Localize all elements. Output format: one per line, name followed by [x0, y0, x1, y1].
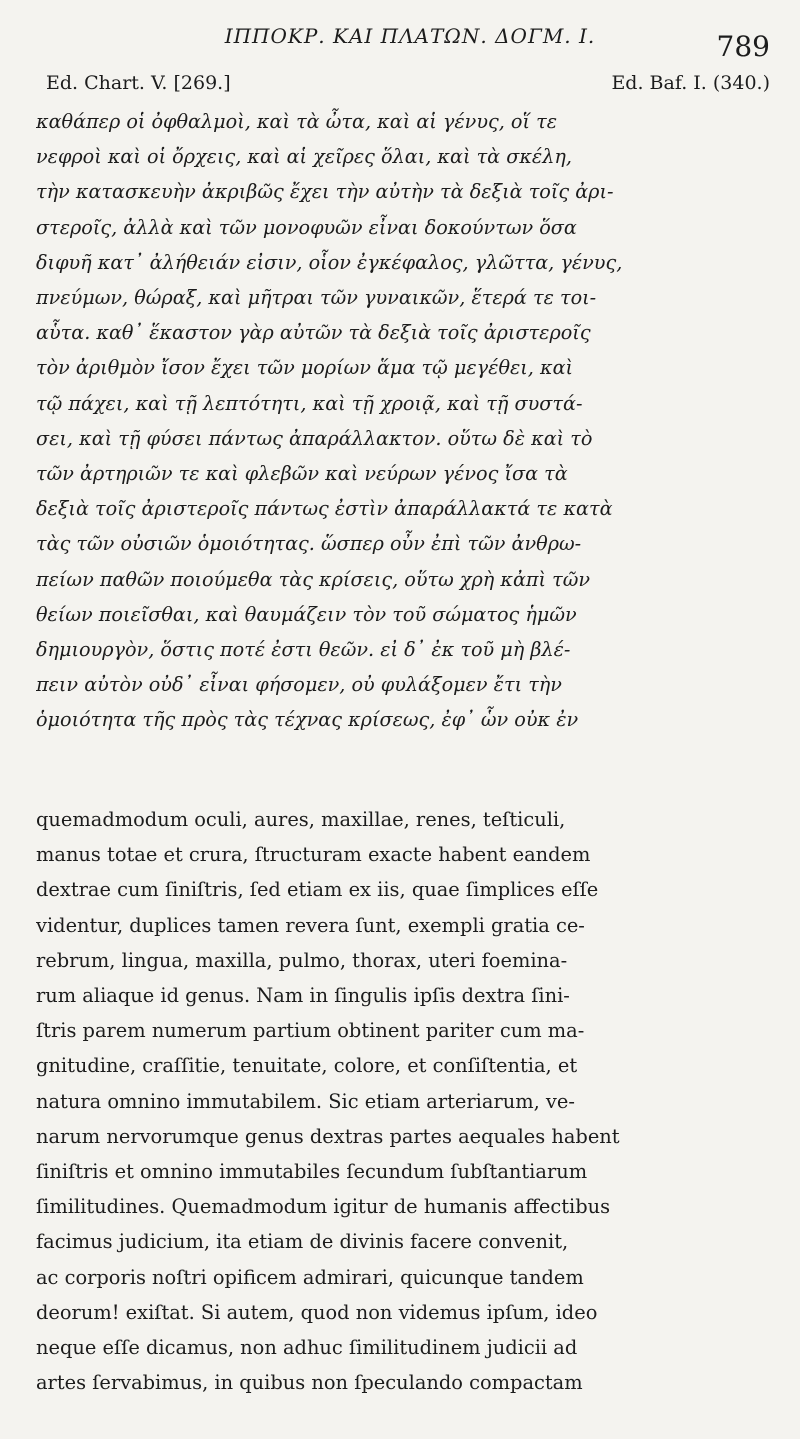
greek-line: πνεύμων, θώραξ, καὶ μῆτραι τῶν γυναικῶν, ἕτερά τε τοι- — [36, 286, 597, 310]
greek-line: πείων παθῶν ποιούμεθα τὰς κρίσεις, οὕτω χρὴ κἀπὶ τῶν — [36, 567, 591, 591]
greek-line: τὰς τῶν οὐσιῶν ὁμοιότητας. ὥσπερ οὖν ἐπὶ τῶν ἀνθρω- — [36, 532, 582, 556]
latin-line: natura omnino immutabilem. Sic etiam arteriarum, ve- — [36, 1089, 575, 1113]
edition-reference-left: Ed. Chart. V. [269.] — [46, 72, 231, 94]
greek-line: τῶν ἀρτηριῶν τε καὶ φλεβῶν καὶ νεύρων γένος ἴσα τὰ — [36, 462, 568, 486]
latin-line: narum nervorumque genus dextras partes aequales habent — [36, 1124, 620, 1148]
greek-line: στεροῖς, ἀλλὰ καὶ τῶν μονοφυῶν εἶναι δοκούντων ὅσα — [36, 215, 577, 239]
greek-line: νεφροὶ καὶ οἱ ὄρχεις, καὶ αἱ χεῖρες ὅλαι, καὶ τὰ σκέλη, — [36, 145, 572, 169]
latin-line: ac corporis noſtri opificem admirari, quicunque tandem — [36, 1265, 584, 1289]
latin-line: ſiniſtris et omnino immutabiles ſecundum ſubſtantiarum — [36, 1160, 588, 1184]
greek-line: ὁμοιότητα τῆς πρὸς τὰς τέχνας κρίσεως, ἐφ᾽ ὧν οὐκ ἐν — [36, 708, 579, 732]
greek-line: αὗτα. καθ᾽ ἕκαστον γὰρ αὐτῶν τὰ δεξιὰ τοῖς ἀριστεροῖς — [36, 321, 591, 345]
greek-line: σει, καὶ τῇ φύσει πάντως ἀπαράλλακτον. οὕτω δὲ καὶ τὸ — [36, 426, 593, 450]
latin-line: manus totae et crura, ſtructuram exacte habent eandem — [36, 843, 591, 867]
greek-text-block — [36, 104, 766, 738]
greek-line: καθάπερ οἱ ὀφθαλμοὶ, καὶ τὰ ὦτα, καὶ αἱ γένυς, οἵ τε — [36, 110, 558, 133]
latin-line: neque eſſe dicamus, non adhuc ſimilitudinem judicii ad — [36, 1336, 578, 1360]
latin-text-block — [36, 802, 766, 1400]
latin-line: artes ſervabimus, in quibus non ſpeculando compactam — [36, 1371, 583, 1395]
latin-line: rum aliaque id genus. Nam in ſingulis ipſis dextra ſini- — [36, 984, 570, 1008]
latin-line: facimus judicium, ita etiam de divinis facere convenit, — [36, 1230, 569, 1254]
greek-line: πειν αὐτὸν οὐδ᾽ εἶναι φήσομεν, οὐ φυλάξομεν ἔτι τὴν — [36, 673, 562, 697]
greek-line: θείων ποιεῖσθαι, καὶ θαυμάζειν τὸν τοῦ σώματος ἡμῶν — [36, 602, 577, 626]
page-number: 789 — [716, 30, 770, 63]
latin-line: rebrum, lingua, maxilla, pulmo, thorax, uteri foemina- — [36, 948, 568, 972]
greek-line: διφυῆ κατ᾽ ἀλήθειάν εἰσιν, οἷον ἐγκέφαλος, γλῶττα, γένυς, — [36, 250, 623, 274]
latin-line: dextrae cum ſiniſtris, ſed etiam ex iis, quae ſimplices eſſe — [36, 878, 599, 902]
edition-reference-right: Ed. Baf. I. (340.) — [611, 72, 770, 94]
latin-line: gnitudine, craſſitie, tenuitate, colore, et conſiſtentia, et — [36, 1054, 578, 1078]
greek-line: τὴν κατασκευὴν ἀκριβῶς ἔχει τὴν αὐτὴν τὰ δεξιὰ τοῖς ἀρι- — [36, 180, 614, 204]
latin-line: quemadmodum oculi, aures, maxillae, renes, teſticuli, — [36, 808, 566, 831]
greek-line: δημιουργὸν, ὅστις ποτέ ἐστι θεῶν. εἰ δ᾽ ἐκ τοῦ μὴ βλέ- — [36, 638, 571, 662]
latin-line: deorum! exiſtat. Si autem, quod non videmus ipſum, ideo — [36, 1300, 598, 1324]
latin-line: ſtris parem numerum partium obtinent pariter cum ma- — [36, 1019, 585, 1043]
greek-line: δεξιὰ τοῖς ἀριστεροῖς πάντως ἐστὶν ἀπαράλλακτά τε κατὰ — [36, 497, 613, 521]
latin-line: videntur, duplices tamen revera ſunt, exempli gratia ce- — [36, 913, 585, 937]
running-title: ΙΠΠΟΚΡ. ΚΑΙ ΠΛΑΤΩΝ. ΔΟΓΜ. Ι. — [224, 24, 596, 48]
latin-line: ſimilitudines. Quemadmodum igitur de humanis affectibus — [36, 1195, 611, 1219]
greek-line: τῷ πάχει, καὶ τῇ λεπτότητι, καὶ τῇ χροιᾷ, καὶ τῇ συστά- — [36, 391, 583, 415]
greek-line: τὸν ἀριθμὸν ἴσον ἔχει τῶν μορίων ἅμα τῷ μεγέθει, καὶ — [36, 356, 574, 380]
